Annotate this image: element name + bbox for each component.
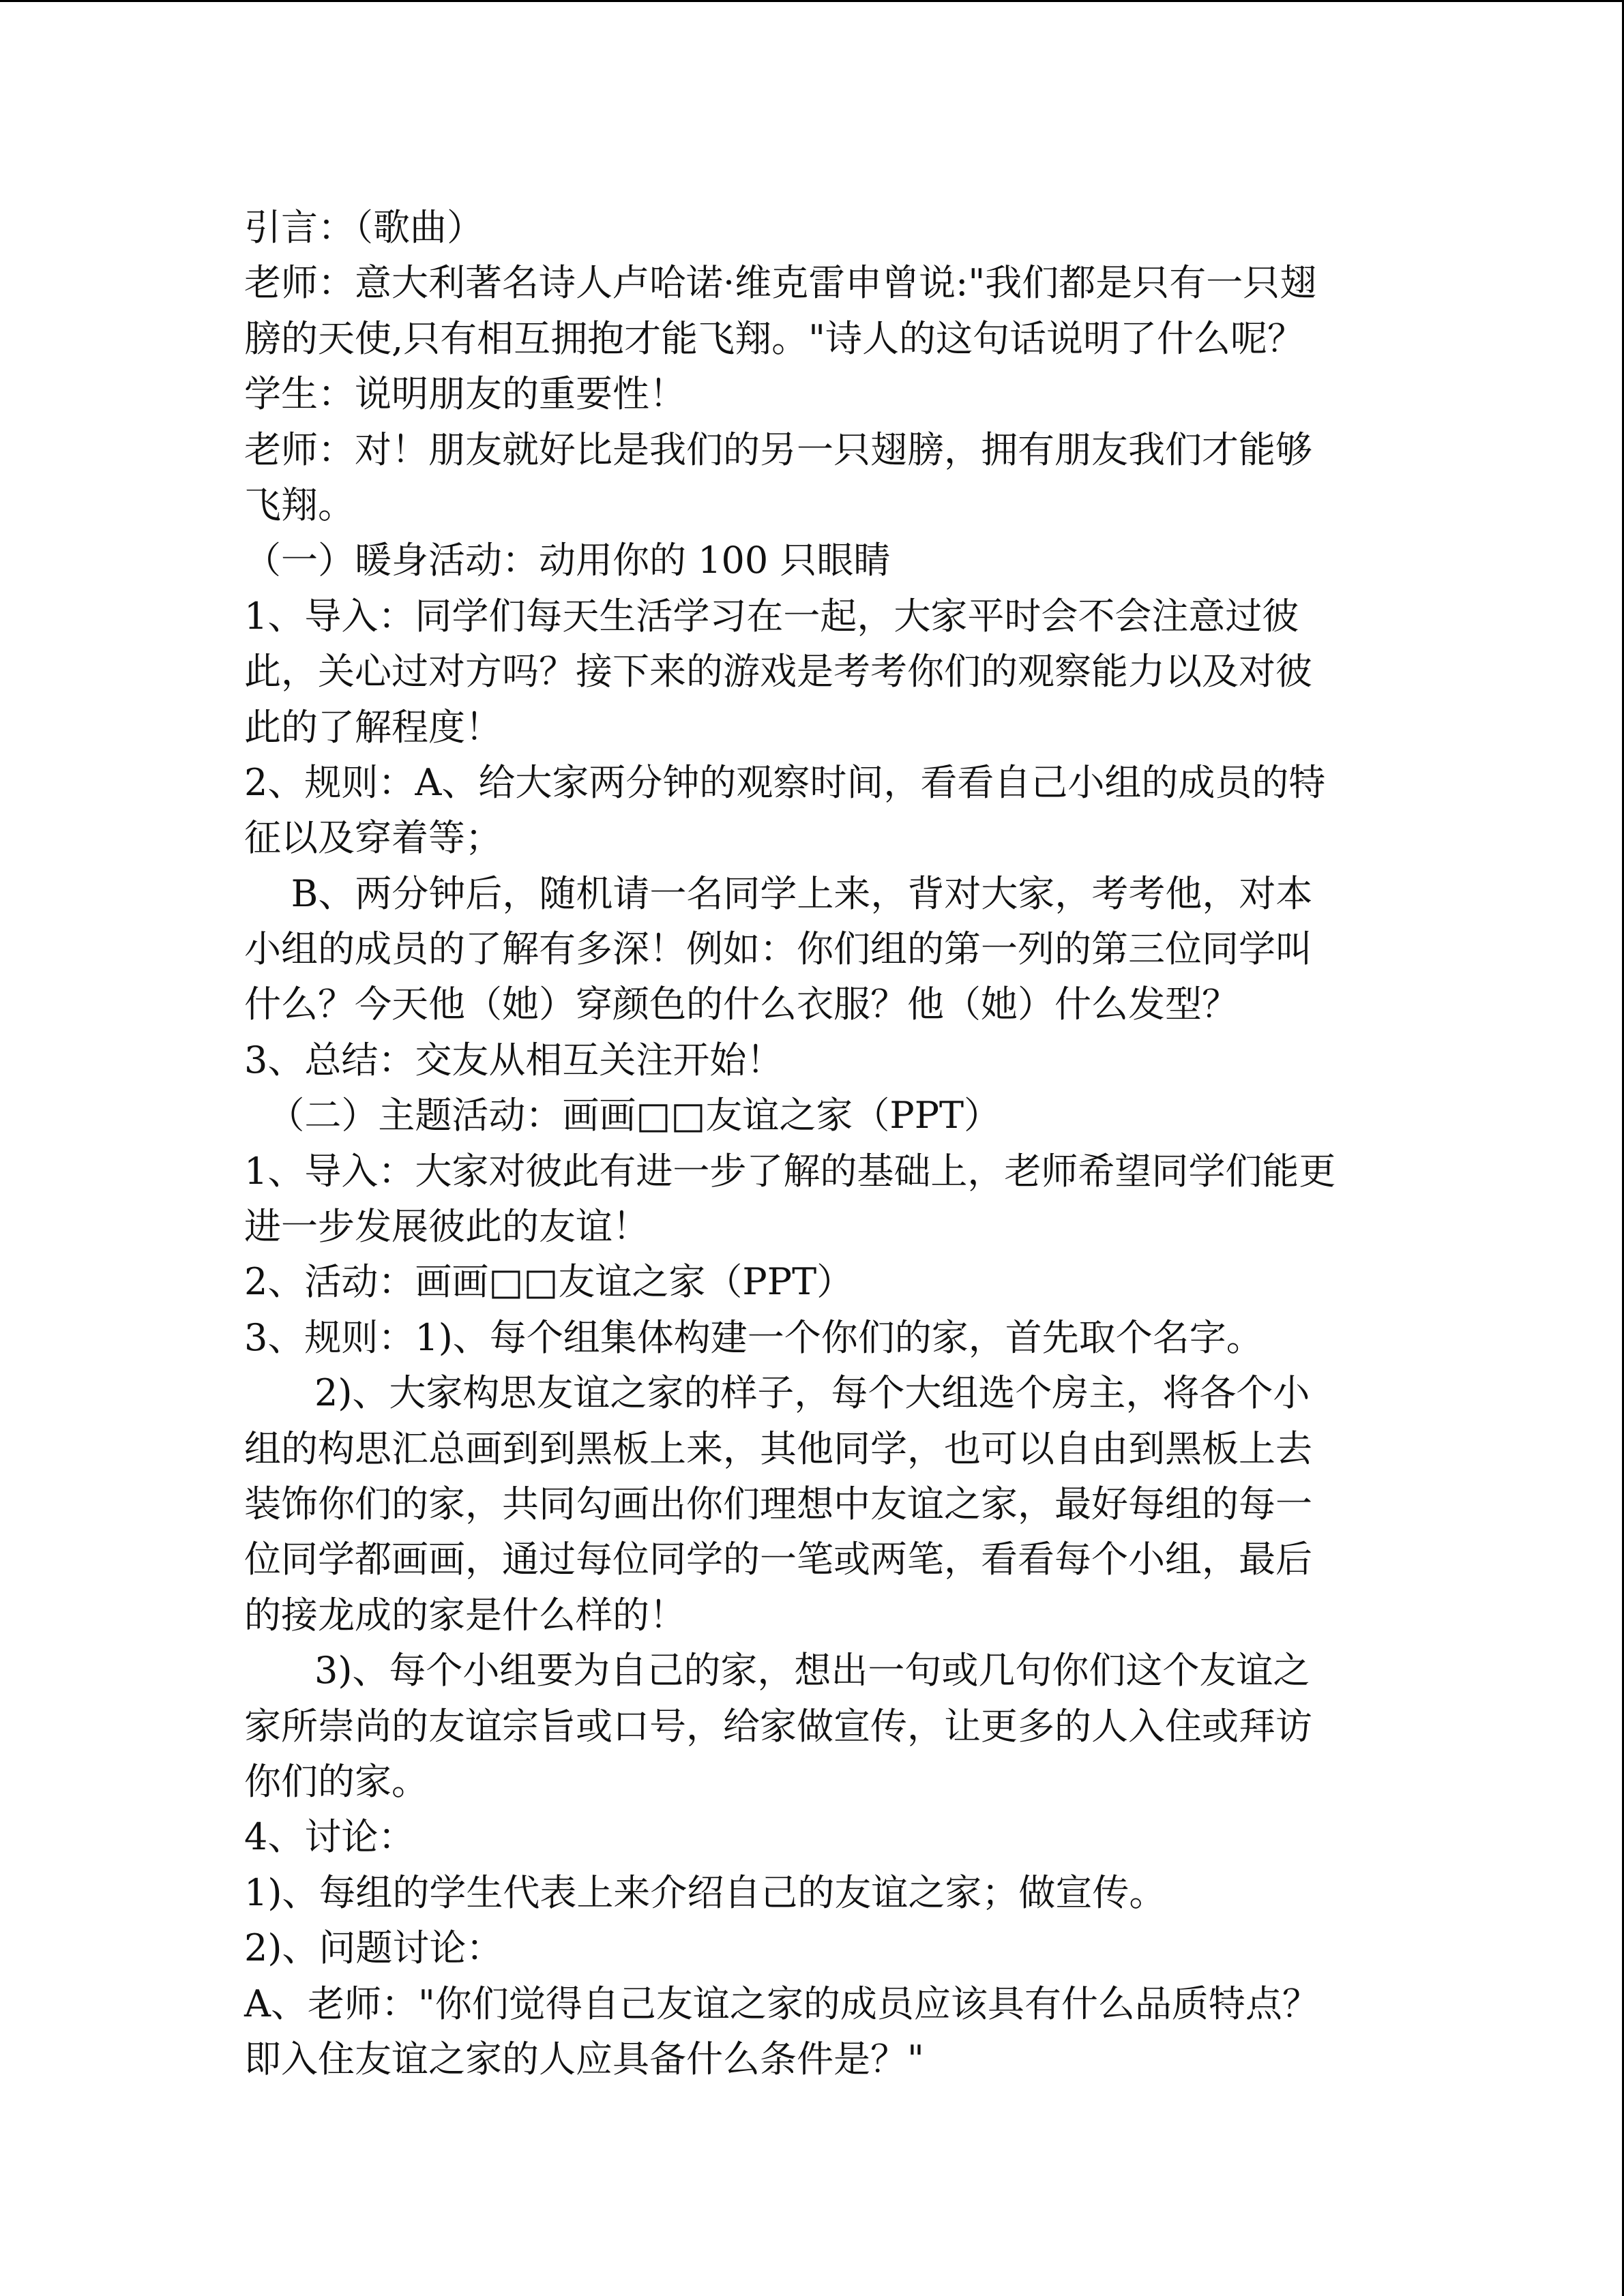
text-line: 的接龙成的家是什么样的！ [244, 1593, 686, 1637]
text-line: 什么？今天他（她）穿颜色的什么衣服？他（她）什么发型？ [244, 983, 1239, 1026]
text-line: 膀的天使,只有相互拥抱才能飞翔。"诗人的这句话说明了什么呢？ [244, 316, 1305, 360]
document-body [244, 200, 1390, 2087]
text-line: 2、规则：A、给大家两分钟的观察时间，看看自己小组的成员的特 [244, 760, 1326, 804]
text-line: 2)、大家构思友谊之家的样子，每个大组选个房主，将各个小 [244, 1371, 1310, 1415]
text-line: 老师：对！朋友就好比是我们的另一只翅膀，拥有朋友我们才能够 [244, 428, 1312, 471]
text-line: 你们的家。 [244, 1759, 428, 1803]
text-line: 此的了解程度！ [244, 705, 502, 749]
text-line: 3、规则：1)、每个组集体构建一个你们的家，首先取个名字。 [244, 1315, 1263, 1359]
text-line: 老师：意大利著名诗人卢哈诺·维克雷申曾说:"我们都是只有一只翅 [244, 261, 1317, 305]
text-line: 1、导入：同学们每天生活学习在一起，大家平时会不会注意过彼 [244, 594, 1299, 638]
text-line: 1)、每组的学生代表上来介绍自己的友谊之家；做宣传。 [244, 1870, 1166, 1914]
text-line: B、两分钟后，随机请一名同学上来，背对大家，考考他，对本 [244, 871, 1313, 915]
text-line: 1、导入：大家对彼此有进一步了解的基础上，老师希望同学们能更 [244, 1149, 1336, 1193]
text-line: 家所崇尚的友谊宗旨或口号，给家做宣传，让更多的人入住或拜访 [244, 1704, 1312, 1748]
text-line: 引言：（歌曲） [244, 206, 484, 249]
text-line: 组的构思汇总画到到黑板上来，其他同学，也可以自由到黑板上去 [244, 1427, 1312, 1470]
text-line: （二）主题活动：画画□□友谊之家（PPT） [244, 1094, 1001, 1137]
text-line: 飞翔。 [244, 483, 355, 526]
text-line: 装饰你们的家，共同勾画出你们理想中友谊之家，最好每组的每一 [244, 1482, 1312, 1525]
text-line: 进一步发展彼此的友谊！ [244, 1205, 649, 1249]
text-line: 征以及穿着等； [244, 816, 502, 860]
text-line: 学生：说明朋友的重要性！ [244, 372, 686, 416]
text-line: 此，关心过对方吗？接下来的游戏是考考你们的观察能力以及对彼 [244, 650, 1312, 694]
text-line: A、老师："你们觉得自己友谊之家的成员应该具有什么品质特点？ [244, 1982, 1319, 2025]
text-line: （一）暖身活动：动用你的 100 只眼睛 [244, 539, 891, 582]
text-line: 3、总结：交友从相互关注开始！ [244, 1038, 784, 1082]
text-line: 3)、每个小组要为自己的家，想出一句或几句你们这个友谊之 [244, 1649, 1310, 1693]
text-line: 即入住友谊之家的人应具备什么条件是？" [244, 2037, 924, 2081]
text-line: 2)、问题讨论： [244, 1926, 503, 1970]
text-line: 4、讨论： [244, 1815, 415, 1859]
text-line: 2、活动：画画□□友谊之家（PPT） [244, 1260, 854, 1304]
text-line: 小组的成员的了解有多深！例如：你们组的第一列的第三位同学叫 [244, 927, 1312, 971]
text-line: 位同学都画画，通过每位同学的一笔或两笔，看看每个小组，最后 [244, 1538, 1312, 1581]
